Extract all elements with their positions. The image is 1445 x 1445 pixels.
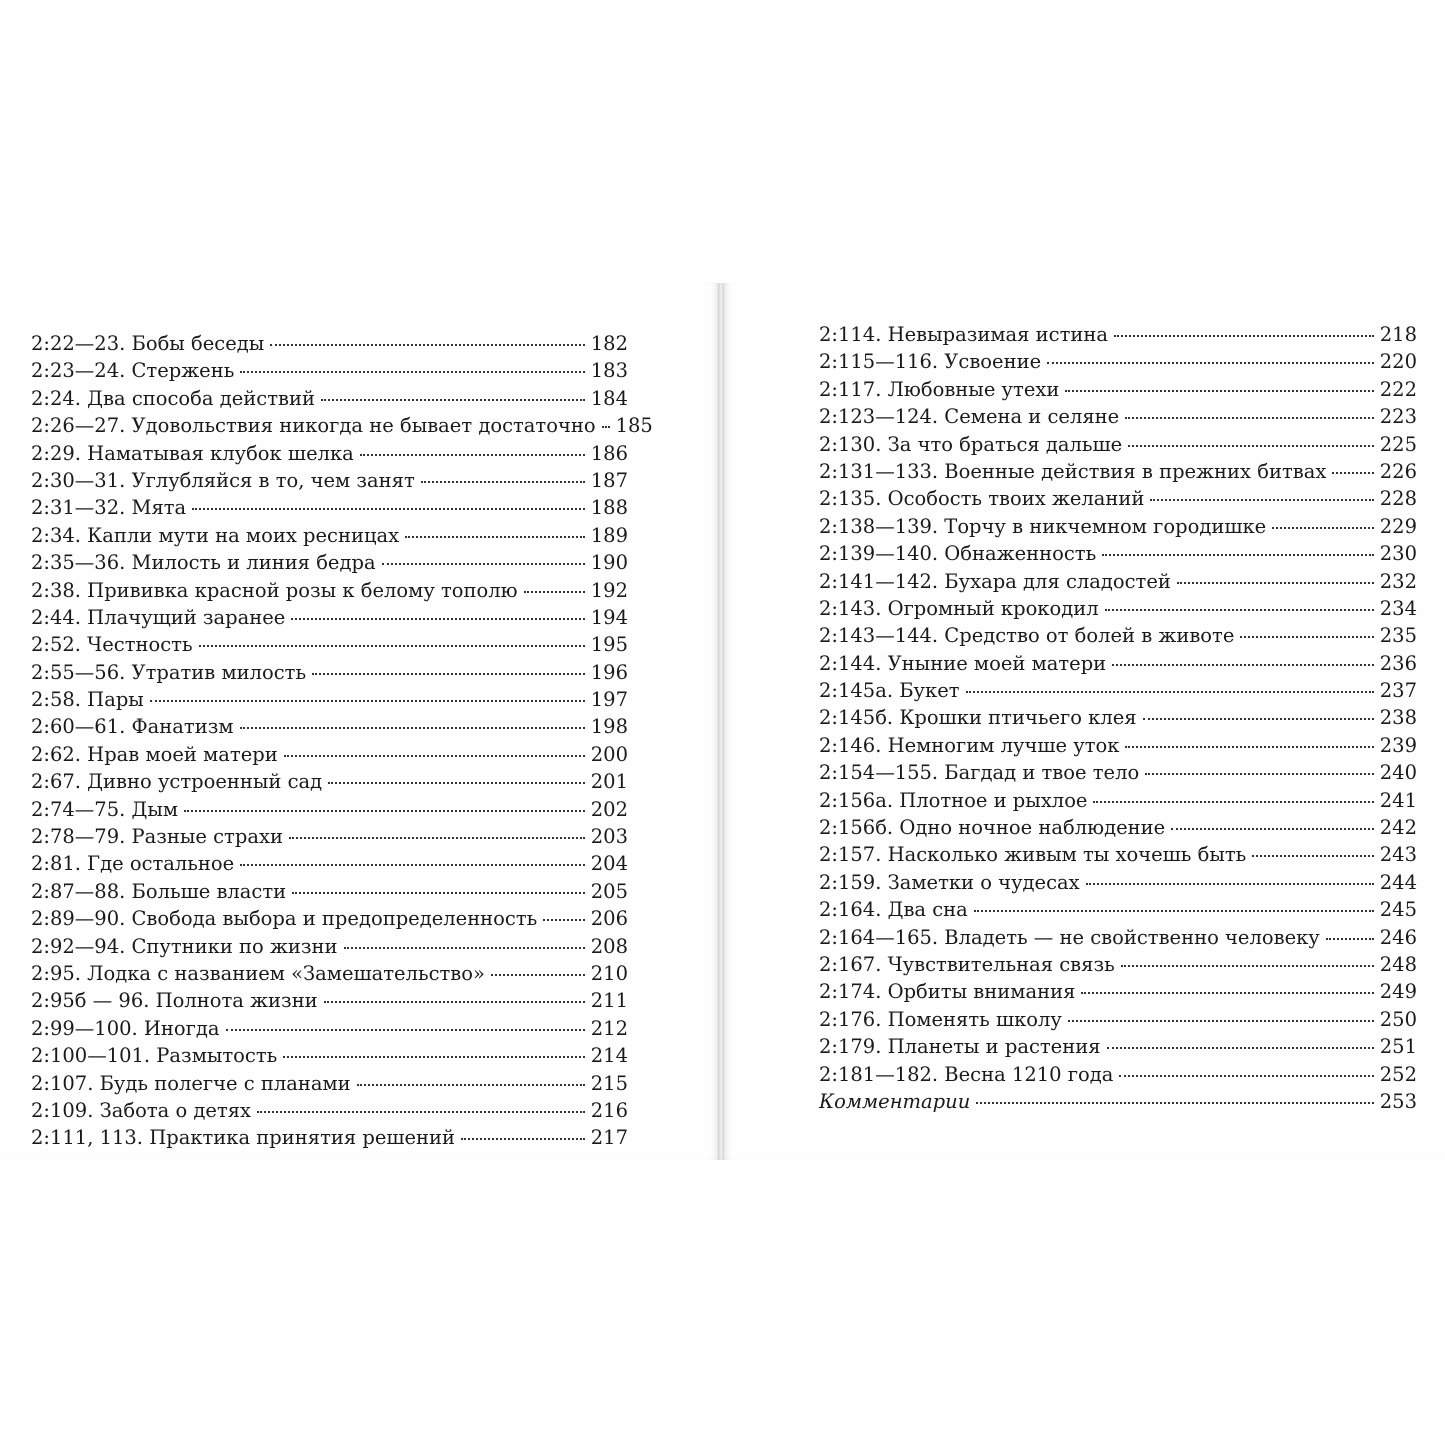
toc-entry [31, 796, 628, 823]
toc-entry-title: 2:111, 113. Практика принятия решений [31, 1126, 456, 1150]
toc-entry-title: 2:95б — 96. Полнота жизни [31, 989, 318, 1013]
dot-leader [976, 1102, 1373, 1104]
toc-entry [819, 787, 1417, 814]
toc-entry-title: 2:157. Насколько живым ты хочешь быть [819, 843, 1247, 867]
toc-entry [819, 485, 1417, 512]
toc-entry [31, 933, 628, 960]
toc-entry-title: 2:23—24. Стержень [31, 359, 235, 383]
toc-entry-page: 210 [590, 961, 628, 985]
dot-leader [184, 810, 585, 812]
toc-entry-title: 2:164. Два сна [819, 898, 968, 922]
toc-entry-page: 203 [590, 825, 628, 849]
toc-right-list [819, 321, 1417, 1115]
toc-entry [819, 814, 1417, 841]
toc-entry-title: 2:78—79. Разные страхи [31, 825, 283, 849]
toc-entry-title: 2:135. Особость твоих желаний [819, 487, 1145, 511]
toc-entry [819, 732, 1417, 759]
toc-entry-page: 222 [1379, 377, 1417, 401]
dot-leader [240, 371, 584, 373]
toc-entry [819, 841, 1417, 868]
toc-entry-title: 2:26—27. Удовольствия никогда не бывает достаточно [31, 414, 596, 438]
dot-leader [150, 700, 585, 702]
dot-leader [357, 1084, 585, 1086]
dot-leader [292, 892, 585, 894]
toc-entry [819, 1061, 1417, 1088]
toc-entry-page: 226 [1379, 459, 1417, 483]
toc-entry [31, 878, 628, 905]
toc-entry-page: 232 [1379, 569, 1417, 593]
toc-entry [31, 1042, 628, 1069]
toc-entry-title: 2:92—94. Спутники по жизни [31, 934, 338, 958]
toc-left-list [31, 330, 653, 1152]
toc-entry-title: 2:52. Честность [31, 633, 193, 657]
toc-entry-page: 251 [1379, 1035, 1417, 1059]
toc-entry-page: 188 [590, 496, 628, 520]
toc-entry-title: 2:35—36. Милость и линия бедра [31, 551, 376, 575]
dot-leader [1047, 362, 1374, 364]
toc-entry-page: 217 [590, 1126, 628, 1150]
toc-entry-title: 2:74—75. Дым [31, 797, 179, 821]
toc-entry-title: 2:167. Чувствительная связь [819, 952, 1115, 976]
toc-entry-page: 244 [1379, 870, 1417, 894]
toc-entry-page: 189 [590, 523, 628, 547]
dot-leader [289, 837, 585, 839]
toc-entry [819, 431, 1417, 458]
toc-entry-title: 2:144. Уныние моей матери [819, 651, 1107, 675]
dot-leader [1326, 938, 1374, 940]
toc-entry-title: 2:100—101. Размытость [31, 1044, 278, 1068]
toc-entry-page: 242 [1379, 816, 1417, 840]
dot-leader [283, 1056, 585, 1058]
toc-entry-page: 220 [1379, 350, 1417, 374]
dot-leader [1119, 1075, 1373, 1077]
dot-leader [321, 399, 585, 401]
toc-entry [819, 869, 1417, 896]
toc-entry-page: 248 [1379, 952, 1417, 976]
dot-leader [1121, 965, 1374, 967]
dot-leader [1143, 718, 1374, 720]
toc-entry-page: 238 [1379, 706, 1417, 730]
toc-entry [819, 595, 1417, 622]
toc-entry [31, 823, 628, 850]
toc-entry-page: 208 [590, 934, 628, 958]
toc-entry [31, 385, 628, 412]
toc-entry [819, 622, 1417, 649]
toc-entry [819, 978, 1417, 1005]
dot-leader [240, 864, 585, 866]
toc-entry-title: 2:58. Пары [31, 688, 144, 712]
toc-entry-title: 2:145а. Букет [819, 679, 960, 703]
toc-entry [31, 659, 628, 686]
dot-leader [240, 727, 585, 729]
toc-entry-title: 2:159. Заметки о чудесах [819, 870, 1080, 894]
toc-entry-page: 228 [1379, 487, 1417, 511]
dot-leader [1125, 746, 1373, 748]
dot-leader [284, 755, 585, 757]
toc-entry-title: 2:87—88. Больше власти [31, 879, 287, 903]
dot-leader [1272, 527, 1374, 529]
toc-entry-page: 206 [590, 907, 628, 931]
toc-entry-title: 2:146. Немногим лучше уток [819, 733, 1120, 757]
toc-entry-title: 2:164—165. Владеть — не свойственно человеку [819, 925, 1320, 949]
toc-entry [31, 357, 628, 384]
toc-entry-title: 2:174. Орбиты внимания [819, 980, 1076, 1004]
toc-entry-title: 2:55—56. Утратив милость [31, 660, 307, 684]
toc-entry-title: 2:30—31. Углубляйся в то, чем занят [31, 468, 415, 492]
dot-leader [1252, 855, 1373, 857]
toc-entry-page: 200 [590, 742, 628, 766]
toc-entry-page: 230 [1379, 542, 1417, 566]
dot-leader [324, 1001, 585, 1003]
toc-entry-title: 2:44. Плачущий заранее [31, 605, 286, 629]
toc-entry-title: 2:130. За что браться дальше [819, 432, 1123, 456]
toc-entry [31, 549, 628, 576]
toc-entry [819, 540, 1417, 567]
toc-entry-title: Комментарии [819, 1089, 971, 1113]
toc-entry-page: 205 [590, 879, 628, 903]
dot-leader [226, 1029, 585, 1031]
toc-entry-page: 194 [590, 605, 628, 629]
toc-entry-page: 246 [1379, 925, 1417, 949]
toc-entry-title: 2:89—90. Свобода выбора и предопределенность [31, 907, 538, 931]
toc-entry-title: 2:156б. Одно ночное наблюдение [819, 816, 1166, 840]
toc-entry-title: 2:181—182. Весна 1210 года [819, 1062, 1114, 1086]
toc-entry [819, 568, 1417, 595]
toc-entry-title: 2:81. Где остальное [31, 852, 235, 876]
toc-entry [819, 650, 1417, 677]
toc-entry [819, 403, 1417, 430]
toc-entry [31, 604, 628, 631]
toc-entry-page: 183 [590, 359, 628, 383]
dot-leader [1240, 636, 1373, 638]
dot-leader [405, 536, 585, 538]
dot-leader [461, 1138, 585, 1140]
dot-leader [257, 1111, 585, 1113]
toc-entry [31, 330, 628, 357]
toc-entry-title: 2:67. Дивно устроенный сад [31, 770, 323, 794]
toc-entry-page: 229 [1379, 514, 1417, 538]
toc-entry-page: 243 [1379, 843, 1417, 867]
toc-entry-title: 2:123—124. Семена и селяне [819, 405, 1120, 429]
dot-leader [1065, 390, 1373, 392]
toc-entry-title: 2:29. Наматывая клубок шелка [31, 441, 354, 465]
toc-entry [31, 467, 628, 494]
toc-entry-page: 192 [590, 578, 628, 602]
dot-leader [974, 910, 1374, 912]
toc-entry-title: 2:24. Два способа действий [31, 386, 315, 410]
dot-leader [966, 691, 1374, 693]
toc-entry-page: 240 [1379, 761, 1417, 785]
toc-entry [819, 677, 1417, 704]
toc-entry-title: 2:115—116. Усвоение [819, 350, 1042, 374]
toc-entry-page: 196 [590, 660, 628, 684]
toc-entry-title: 2:60—61. Фанатизм [31, 715, 234, 739]
toc-entry-page: 214 [590, 1044, 628, 1068]
toc-entry-page: 202 [590, 797, 628, 821]
toc-entry-page: 237 [1379, 679, 1417, 703]
toc-entry [31, 850, 628, 877]
dot-leader [543, 919, 585, 921]
dot-leader [1332, 472, 1373, 474]
toc-entry-title: 2:143—144. Средство от болей в животе [819, 624, 1235, 648]
toc-entry [819, 513, 1417, 540]
toc-entry-page: 187 [590, 468, 628, 492]
toc-entry-page: 225 [1379, 432, 1417, 456]
toc-entry [819, 1033, 1417, 1060]
toc-entry [31, 522, 628, 549]
toc-entry-title: 2:176. Поменять школу [819, 1007, 1062, 1031]
toc-entry [819, 759, 1417, 786]
toc-entry-title: 2:143. Огромный крокодил [819, 596, 1099, 620]
toc-entry [31, 494, 628, 521]
toc-entry-page: 212 [590, 1016, 628, 1040]
dot-leader [1128, 445, 1374, 447]
toc-entry [31, 631, 628, 658]
toc-entry [31, 905, 628, 932]
toc-entry [819, 376, 1417, 403]
dot-leader [1145, 773, 1374, 775]
toc-entry-page: 211 [590, 989, 628, 1013]
toc-entry [31, 1015, 628, 1042]
toc-entry-page: 184 [590, 386, 628, 410]
toc-entry [31, 1124, 628, 1151]
toc-entry-comments [819, 1088, 1417, 1115]
toc-entry-page: 235 [1379, 624, 1417, 648]
dot-leader [1105, 609, 1374, 611]
toc-entry-page: 216 [590, 1098, 628, 1122]
toc-entry [819, 896, 1417, 923]
dot-leader [328, 782, 585, 784]
toc-entry-title: 2:138—139. Торчу в никчемном городишке [819, 514, 1267, 538]
dot-leader [524, 591, 585, 593]
dot-leader [1150, 499, 1373, 501]
toc-entry-page: 249 [1379, 980, 1417, 1004]
toc-entry-page: 223 [1379, 405, 1417, 429]
toc-entry-title: 2:139—140. Обнаженность [819, 542, 1097, 566]
toc-entry-page: 197 [590, 688, 628, 712]
toc-entry-title: 2:109. Забота о детях [31, 1098, 252, 1122]
toc-entry [819, 348, 1417, 375]
toc-entry-title: 2:145б. Крошки птичьего клея [819, 706, 1137, 730]
toc-entry [31, 741, 628, 768]
toc-entry-title: 2:107. Будь полегче с планами [31, 1071, 351, 1095]
dot-leader [1114, 335, 1374, 337]
dot-leader [1177, 582, 1374, 584]
toc-entry [819, 704, 1417, 731]
toc-entry [31, 960, 628, 987]
dot-leader [1068, 1020, 1374, 1022]
toc-entry-page: 215 [590, 1071, 628, 1095]
dot-leader [270, 344, 584, 346]
dot-leader [1107, 1047, 1374, 1049]
toc-entry-title: 2:31—32. Мята [31, 496, 187, 520]
toc-entry-page: 198 [590, 715, 628, 739]
toc-entry [31, 440, 628, 467]
toc-entry [31, 412, 653, 439]
toc-entry-page: 236 [1379, 651, 1417, 675]
toc-entry-title: 2:114. Невыразимая истина [819, 323, 1108, 346]
dot-leader [312, 673, 585, 675]
toc-entry [31, 686, 628, 713]
toc-entry-title: 2:131—133. Военные действия в прежних битвах [819, 459, 1327, 483]
dot-leader [1102, 554, 1374, 556]
toc-entry-page: 186 [590, 441, 628, 465]
toc-entry-page: 218 [1379, 323, 1417, 346]
toc-entry-page: 234 [1379, 596, 1417, 620]
dot-leader [360, 454, 585, 456]
toc-entry [31, 577, 628, 604]
toc-entry-page: 241 [1379, 788, 1417, 812]
toc-entry-title: 2:141—142. Бухара для сладостей [819, 569, 1171, 593]
dot-leader [1125, 417, 1374, 419]
toc-entry-page: 190 [590, 551, 628, 575]
toc-entry-page: 253 [1379, 1089, 1417, 1113]
toc-entry [31, 713, 628, 740]
dot-leader [192, 508, 585, 510]
toc-entry-page: 195 [590, 633, 628, 657]
dot-leader [382, 563, 585, 565]
dot-leader [421, 481, 585, 483]
toc-entry [819, 458, 1417, 485]
toc-entry-page: 250 [1379, 1007, 1417, 1031]
toc-entry-title: 2:117. Любовные утехи [819, 377, 1060, 401]
toc-entry-page: 245 [1379, 898, 1417, 922]
toc-entry [819, 1006, 1417, 1033]
toc-entry-page: 201 [590, 770, 628, 794]
toc-entry-title: 2:62. Нрав моей матери [31, 742, 278, 766]
toc-entry [31, 768, 628, 795]
dot-leader [1086, 883, 1374, 885]
toc-entry-title: 2:99—100. Иногда [31, 1016, 220, 1040]
dot-leader [1112, 664, 1374, 666]
toc-entry-title: 2:154—155. Багдад и твое тело [819, 761, 1140, 785]
toc-entry-title: 2:179. Планеты и растения [819, 1035, 1101, 1059]
toc-entry [819, 951, 1417, 978]
dot-leader [1093, 801, 1373, 803]
toc-entry-title: 2:22—23. Бобы беседы [31, 332, 265, 355]
dot-leader [1171, 828, 1374, 830]
toc-entry [819, 924, 1417, 951]
dot-leader [602, 426, 610, 428]
dot-leader [491, 974, 585, 976]
toc-entry-title: 2:38. Прививка красной розы к белому тополю [31, 578, 518, 602]
toc-entry-page: 204 [590, 852, 628, 876]
toc-entry-page: 252 [1379, 1062, 1417, 1086]
toc-entry [31, 1097, 628, 1124]
toc-entry-title: 2:34. Капли мути на моих ресницах [31, 523, 400, 547]
dot-leader [344, 947, 585, 949]
toc-entry [31, 1070, 628, 1097]
toc-entry-page: 185 [615, 414, 653, 438]
toc-entry-page: 182 [590, 332, 628, 355]
toc-entry-title: 2:156а. Плотное и рыхлое [819, 788, 1088, 812]
dot-leader [199, 645, 585, 647]
dot-leader [291, 618, 584, 620]
toc-entry [31, 987, 628, 1014]
toc-entry [819, 321, 1417, 348]
toc-entry-title: 2:95. Лодка с названием «Замешательство» [31, 961, 485, 985]
toc-entry-page: 239 [1379, 733, 1417, 757]
dot-leader [1081, 992, 1373, 994]
